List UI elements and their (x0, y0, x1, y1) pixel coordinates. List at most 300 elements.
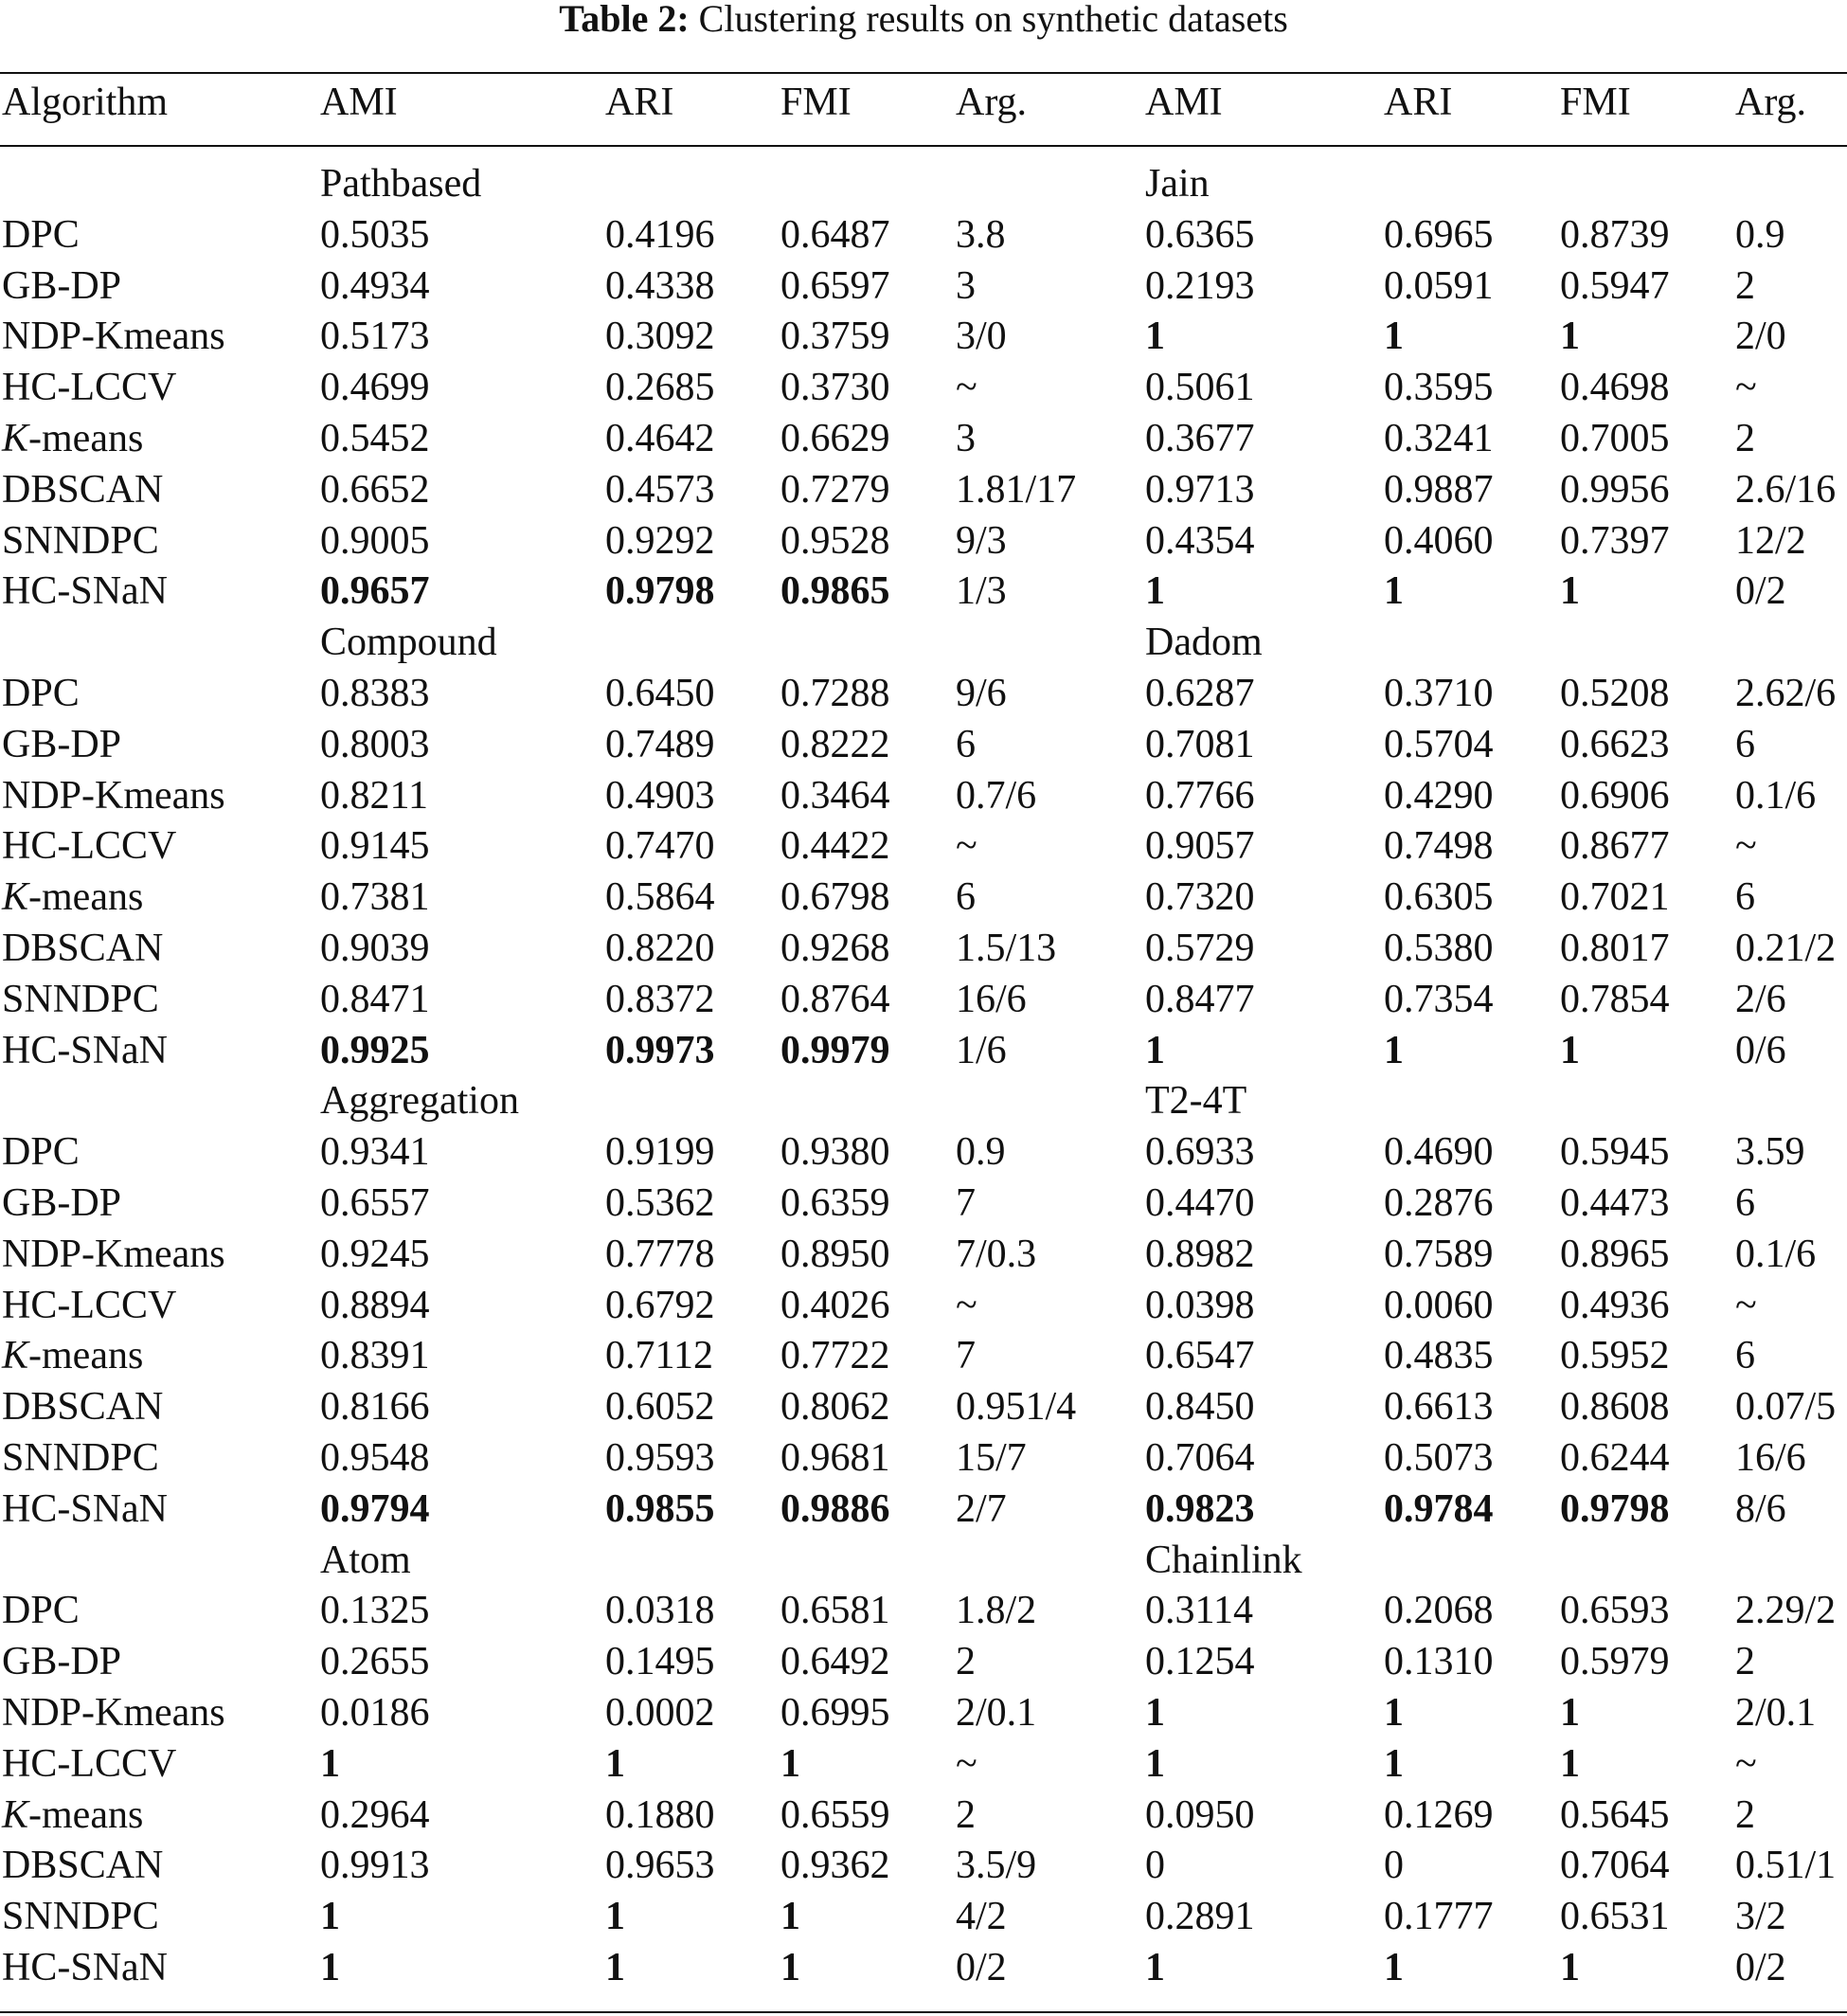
value-cell: 0.9528 (780, 518, 890, 563)
table-row (0, 1790, 1847, 1841)
value-cell: 0.7064 (1560, 1844, 1670, 1888)
value-cell: 0.9979 (780, 1028, 890, 1072)
header-arg-left: Arg. (956, 81, 1028, 124)
value-cell: 1 (780, 1895, 800, 1939)
value-cell: 0.7081 (1145, 722, 1255, 766)
table-row (0, 1891, 1847, 1942)
value-cell: 0.4354 (1145, 518, 1255, 563)
value-cell: 0.3241 (1384, 417, 1494, 460)
top-rule (0, 72, 1847, 74)
value-cell: 0.2876 (1384, 1181, 1494, 1225)
algorithm-cell: NDP-Kmeans (2, 1232, 225, 1276)
value-cell: 0.6613 (1384, 1385, 1494, 1430)
value-cell: 0.8739 (1560, 212, 1670, 257)
value-cell: 0.7397 (1560, 518, 1670, 563)
value-cell: 0.3710 (1384, 672, 1494, 715)
value-cell: 0.5208 (1560, 672, 1670, 715)
value-cell: 0.5952 (1560, 1334, 1670, 1378)
dataset-name-right: Jain (1145, 162, 1210, 206)
value-cell: 7 (956, 1334, 976, 1378)
value-cell: 0.7112 (605, 1334, 713, 1378)
table-row (0, 362, 1847, 413)
value-cell: 0/2 (1735, 569, 1786, 614)
value-cell: 0.5979 (1560, 1640, 1670, 1684)
value-cell: 0.4338 (605, 263, 715, 308)
table-row (0, 1942, 1847, 1993)
value-cell: 1 (605, 1895, 625, 1939)
value-cell: 0.51/1 (1735, 1844, 1837, 1888)
table-row (0, 872, 1847, 923)
value-cell: 0.6359 (780, 1181, 890, 1225)
table-row (0, 770, 1847, 821)
value-cell: 0.9855 (605, 1486, 715, 1531)
value-cell: 0.9268 (780, 927, 890, 970)
value-cell: 1 (605, 1741, 625, 1786)
value-cell: 0.5704 (1384, 722, 1494, 766)
value-cell: 2/7 (956, 1486, 1007, 1531)
value-cell: 2 (1735, 263, 1755, 308)
algorithm-cell: DBSCAN (2, 927, 164, 970)
header-ami-right: AMI (1145, 81, 1223, 124)
value-cell: 8/6 (1735, 1486, 1786, 1531)
value-cell: 0.5947 (1560, 263, 1670, 308)
value-cell: 0.8477 (1145, 977, 1255, 1021)
dataset-header-row (0, 158, 1847, 209)
value-cell: 1 (1384, 1946, 1404, 1989)
table-row (0, 1432, 1847, 1484)
table-row (0, 668, 1847, 719)
value-cell: 6 (956, 875, 976, 920)
value-cell: 0.0591 (1384, 263, 1494, 308)
header-arg-right: Arg. (1735, 81, 1807, 124)
table-row (0, 261, 1847, 312)
value-cell: 1 (1145, 569, 1165, 614)
algorithm-cell: K-means (2, 417, 144, 460)
value-cell: 2/0 (1735, 315, 1786, 359)
value-cell: 0.7589 (1384, 1232, 1494, 1276)
algorithm-cell: SNNDPC (2, 518, 159, 563)
header-ari-left: ARI (605, 81, 674, 124)
value-cell: 0.2193 (1145, 263, 1255, 308)
value-cell: 0.1254 (1145, 1640, 1255, 1684)
value-cell: 1 (320, 1741, 340, 1786)
table-row (0, 515, 1847, 567)
value-cell: 0/2 (1735, 1946, 1786, 1989)
table-row (0, 1229, 1847, 1280)
value-cell: 0.6287 (1145, 672, 1255, 715)
dataset-name-right: T2-4T (1145, 1079, 1247, 1124)
table-row (0, 1025, 1847, 1076)
table-row (0, 1330, 1847, 1381)
header-fmi-right: FMI (1560, 81, 1631, 124)
value-cell: 2.29/2 (1735, 1589, 1837, 1633)
value-cell: 0.4026 (780, 1283, 890, 1327)
value-cell: 0.7470 (605, 824, 715, 869)
value-cell: 0.9956 (1560, 467, 1670, 512)
value-cell: 2 (1735, 417, 1755, 460)
value-cell: 0.9798 (605, 569, 715, 614)
value-cell: 0.6052 (605, 1385, 715, 1430)
value-cell: 1 (1384, 1028, 1404, 1072)
value-cell: 0.9362 (780, 1844, 890, 1888)
value-cell: 0.1495 (605, 1640, 715, 1684)
value-cell: 12/2 (1735, 518, 1806, 563)
value-cell: 0.9794 (320, 1486, 430, 1531)
algorithm-cell: GB-DP (2, 1181, 122, 1225)
value-cell: 3/2 (1735, 1895, 1786, 1939)
value-cell: 0.9713 (1145, 467, 1255, 512)
value-cell: ~ (1735, 824, 1757, 869)
algorithm-cell: HC-SNaN (2, 569, 168, 614)
value-cell: 9/6 (956, 672, 1007, 715)
value-cell: 0.8608 (1560, 1385, 1670, 1430)
algorithm-cell: K-means (2, 1792, 144, 1837)
value-cell: 2 (1735, 1792, 1755, 1837)
value-cell: 1 (1560, 1741, 1580, 1786)
value-cell: 2/6 (1735, 977, 1786, 1021)
table-row (0, 209, 1847, 261)
value-cell: 1 (1145, 1741, 1165, 1786)
value-cell: 0.951/4 (956, 1385, 1077, 1430)
value-cell: 0.4422 (780, 824, 890, 869)
value-cell: 1.5/13 (956, 927, 1057, 970)
value-cell: 0.9245 (320, 1232, 430, 1276)
value-cell: 0.6623 (1560, 722, 1670, 766)
algorithm-cell: NDP-Kmeans (2, 315, 225, 359)
value-cell: 6 (1735, 1181, 1755, 1225)
dataset-name-left: Pathbased (320, 162, 482, 206)
value-cell: 0.4698 (1560, 366, 1670, 410)
table-row (0, 1178, 1847, 1229)
value-cell: 0.7854 (1560, 977, 1670, 1021)
value-cell: 0.4290 (1384, 773, 1494, 818)
table-row (0, 566, 1847, 617)
value-cell: 0.4196 (605, 212, 715, 257)
value-cell: 6 (1735, 722, 1755, 766)
value-cell: 0.6906 (1560, 773, 1670, 818)
value-cell: 0.4835 (1384, 1334, 1494, 1378)
value-cell: 0.3114 (1145, 1589, 1253, 1633)
algorithm-cell: DBSCAN (2, 467, 164, 512)
value-cell: 0.1880 (605, 1792, 715, 1837)
value-cell: 0.9823 (1145, 1486, 1255, 1531)
value-cell: 0.8017 (1560, 927, 1670, 970)
value-cell: 2/0.1 (1735, 1691, 1817, 1735)
value-cell: 0.6593 (1560, 1589, 1670, 1633)
value-cell: 0.7722 (780, 1334, 890, 1378)
value-cell: 0.8383 (320, 672, 430, 715)
value-cell: 0 (1145, 1844, 1165, 1888)
value-cell: 0.4690 (1384, 1130, 1494, 1175)
value-cell: 0.3730 (780, 366, 890, 410)
value-cell: 0.9925 (320, 1028, 430, 1072)
value-cell: 0.7005 (1560, 417, 1670, 460)
value-cell: 0.9145 (320, 824, 430, 869)
algorithm-cell: HC-SNaN (2, 1486, 168, 1531)
value-cell: 0.9887 (1384, 467, 1494, 512)
algorithm-cell: DBSCAN (2, 1844, 164, 1888)
value-cell: 0.0002 (605, 1691, 715, 1735)
value-cell: 0.9657 (320, 569, 430, 614)
algorithm-cell: K-means (2, 1334, 144, 1378)
value-cell: 0.6581 (780, 1589, 890, 1633)
value-cell: 0.9341 (320, 1130, 430, 1175)
value-cell: 0.4699 (320, 366, 430, 410)
value-cell: 0.9057 (1145, 824, 1255, 869)
value-cell: 0.7778 (605, 1232, 715, 1276)
header-rule (0, 145, 1847, 147)
header-fmi-left: FMI (780, 81, 852, 124)
value-cell: 0.9784 (1384, 1486, 1494, 1531)
value-cell: 0.8062 (780, 1385, 890, 1430)
value-cell: 0.9913 (320, 1844, 430, 1888)
value-cell: 0.5945 (1560, 1130, 1670, 1175)
table-row (0, 974, 1847, 1025)
value-cell: 0.2685 (605, 366, 715, 410)
dataset-name-left: Compound (320, 621, 497, 665)
value-cell: 15/7 (956, 1436, 1027, 1480)
value-cell: 1 (1384, 569, 1404, 614)
algorithm-cell: GB-DP (2, 722, 122, 766)
value-cell: 0.0318 (605, 1589, 715, 1633)
value-cell: 0.5173 (320, 315, 430, 359)
algorithm-cell: K-means (2, 875, 144, 920)
value-cell: 0.9199 (605, 1130, 715, 1175)
value-cell: 0.6792 (605, 1283, 715, 1327)
value-cell: 0.8982 (1145, 1232, 1255, 1276)
dataset-header-row (0, 1075, 1847, 1126)
value-cell: 7/0.3 (956, 1232, 1037, 1276)
value-cell: 1.8/2 (956, 1589, 1037, 1633)
table-row (0, 1738, 1847, 1790)
header-ami-left: AMI (320, 81, 398, 124)
value-cell: 2.6/16 (1735, 467, 1837, 512)
value-cell: 0.8450 (1145, 1385, 1255, 1430)
value-cell: 0.6531 (1560, 1895, 1670, 1939)
value-cell: 2.62/6 (1735, 672, 1837, 715)
value-cell: 1 (320, 1895, 340, 1939)
value-cell: 0.6798 (780, 875, 890, 920)
value-cell: 0.5452 (320, 417, 430, 460)
dataset-header-row (0, 1535, 1847, 1586)
value-cell: 0.6547 (1145, 1334, 1255, 1378)
value-cell: 9/3 (956, 518, 1007, 563)
value-cell: 0.6492 (780, 1640, 890, 1684)
value-cell: 0.4470 (1145, 1181, 1255, 1225)
dataset-name-right: Dadom (1145, 621, 1263, 665)
table-caption-label: Table 2: (559, 0, 690, 40)
value-cell: 0.6933 (1145, 1130, 1255, 1175)
algorithm-cell: DPC (2, 672, 80, 715)
value-cell: 0.6597 (780, 263, 890, 308)
value-cell: 1/6 (956, 1028, 1007, 1072)
value-cell: 0.1310 (1384, 1640, 1494, 1684)
value-cell: 0.5035 (320, 212, 430, 257)
dataset-name-left: Atom (320, 1538, 411, 1582)
value-cell: 0.8391 (320, 1334, 430, 1378)
value-cell: 0.7498 (1384, 824, 1494, 869)
value-cell: 0.7288 (780, 672, 890, 715)
value-cell: 1 (1384, 315, 1404, 359)
value-cell: 0.3464 (780, 773, 890, 818)
algorithm-cell: DBSCAN (2, 1385, 164, 1430)
value-cell: 0.3092 (605, 315, 715, 359)
value-cell: 0.5729 (1145, 927, 1255, 970)
value-cell: 0.4903 (605, 773, 715, 818)
algorithm-cell: GB-DP (2, 1640, 122, 1684)
value-cell: 0.7766 (1145, 773, 1255, 818)
value-cell: 0.2964 (320, 1792, 430, 1837)
value-cell: 0.3677 (1145, 417, 1255, 460)
value-cell: 1.81/17 (956, 467, 1077, 512)
value-cell: 2/0.1 (956, 1691, 1037, 1735)
value-cell: ~ (1735, 366, 1757, 410)
value-cell: 1 (1145, 1028, 1165, 1072)
value-cell: 0.2655 (320, 1640, 430, 1684)
value-cell: 2 (956, 1640, 976, 1684)
value-cell: ~ (956, 824, 977, 869)
value-cell: 0.2891 (1145, 1895, 1255, 1939)
value-cell: 0.8220 (605, 927, 715, 970)
value-cell: 7 (956, 1181, 976, 1225)
value-cell: 3 (956, 263, 976, 308)
value-cell: 0.9039 (320, 927, 430, 970)
algorithm-cell: HC-LCCV (2, 366, 177, 410)
value-cell: 0.8222 (780, 722, 890, 766)
value-cell: 0.9593 (605, 1436, 715, 1480)
table-row (0, 464, 1847, 515)
value-cell: 0/2 (956, 1946, 1007, 1989)
value-cell: 0.0950 (1145, 1792, 1255, 1837)
value-cell: 0.7064 (1145, 1436, 1255, 1480)
value-cell: 0.8677 (1560, 824, 1670, 869)
value-cell: 0.07/5 (1735, 1385, 1837, 1430)
table-row (0, 820, 1847, 872)
value-cell: 1 (1560, 315, 1580, 359)
value-cell: 16/6 (1735, 1436, 1806, 1480)
value-cell: 0.7/6 (956, 773, 1037, 818)
value-cell: 0.6629 (780, 417, 890, 460)
value-cell: 0.0060 (1384, 1283, 1494, 1327)
value-cell: 1 (1145, 1946, 1165, 1989)
value-cell: 0.0398 (1145, 1283, 1255, 1327)
value-cell: 0.4936 (1560, 1283, 1670, 1327)
value-cell: 0.9548 (320, 1436, 430, 1480)
value-cell: 1 (1560, 1028, 1580, 1072)
value-cell: 0.9886 (780, 1486, 890, 1531)
value-cell: 0.8003 (320, 722, 430, 766)
value-cell: 0.1325 (320, 1589, 430, 1633)
value-cell: 0.9292 (605, 518, 715, 563)
value-cell: 3.59 (1735, 1130, 1805, 1175)
bottom-rule (0, 2011, 1847, 2013)
table-row (0, 1484, 1847, 1535)
dataset-name-left: Aggregation (320, 1079, 519, 1124)
dataset-header-row (0, 617, 1847, 668)
value-cell: 0.6365 (1145, 212, 1255, 257)
value-cell: ~ (956, 1283, 977, 1327)
value-cell: 2 (956, 1792, 976, 1837)
table-row (0, 1280, 1847, 1331)
value-cell: 0.21/2 (1735, 927, 1837, 970)
value-cell: 0.2068 (1384, 1589, 1494, 1633)
value-cell: 0.8894 (320, 1283, 430, 1327)
value-cell: 0.1/6 (1735, 1232, 1817, 1276)
table-row (0, 1585, 1847, 1636)
value-cell: 0/6 (1735, 1028, 1786, 1072)
value-cell: 0.1269 (1384, 1792, 1494, 1837)
value-cell: 1 (605, 1946, 625, 1989)
algorithm-cell: HC-SNaN (2, 1028, 168, 1072)
value-cell: 0.3595 (1384, 366, 1494, 410)
value-cell: 0.6450 (605, 672, 715, 715)
value-cell: ~ (956, 366, 977, 410)
value-cell: 0.7489 (605, 722, 715, 766)
value-cell: 0.6965 (1384, 212, 1494, 257)
value-cell: ~ (1735, 1283, 1757, 1327)
value-cell: 1 (1145, 1691, 1165, 1735)
value-cell: 0.6652 (320, 467, 430, 512)
value-cell: 0.4573 (605, 467, 715, 512)
value-cell: 0.7381 (320, 875, 430, 920)
value-cell: 0.9 (1735, 212, 1785, 257)
value-cell: 1 (1560, 1946, 1580, 1989)
value-cell: 6 (1735, 1334, 1755, 1378)
value-cell: 0.6559 (780, 1792, 890, 1837)
value-cell: 0.3759 (780, 315, 890, 359)
value-cell: 1 (1384, 1691, 1404, 1735)
value-cell: ~ (1735, 1741, 1757, 1786)
value-cell: 0.7354 (1384, 977, 1494, 1021)
value-cell: 0.9973 (605, 1028, 715, 1072)
value-cell: 6 (1735, 875, 1755, 920)
value-cell: 0.5073 (1384, 1436, 1494, 1480)
table-header-row (0, 77, 1847, 128)
table-row (0, 719, 1847, 770)
value-cell: 0.9005 (320, 518, 430, 563)
value-cell: 0 (1384, 1844, 1404, 1888)
value-cell: 0.8965 (1560, 1232, 1670, 1276)
value-cell: 1 (1560, 1691, 1580, 1735)
value-cell: 0.6487 (780, 212, 890, 257)
value-cell: 2 (1735, 1640, 1755, 1684)
value-cell: 0.6557 (320, 1181, 430, 1225)
value-cell: 1 (1560, 569, 1580, 614)
value-cell: 0.0186 (320, 1691, 430, 1735)
algorithm-cell: SNNDPC (2, 1436, 159, 1480)
value-cell: ~ (956, 1741, 977, 1786)
value-cell: 0.9 (956, 1130, 1006, 1175)
algorithm-cell: DPC (2, 212, 80, 257)
algorithm-cell: HC-LCCV (2, 824, 177, 869)
value-cell: 0.4934 (320, 263, 430, 308)
value-cell: 0.1/6 (1735, 773, 1817, 818)
value-cell: 3 (956, 417, 976, 460)
algorithm-cell: NDP-Kmeans (2, 773, 225, 818)
table-row (0, 1636, 1847, 1687)
value-cell: 0.5864 (605, 875, 715, 920)
value-cell: 0.1777 (1384, 1895, 1494, 1939)
table-row (0, 923, 1847, 974)
value-cell: 0.9865 (780, 569, 890, 614)
value-cell: 0.9380 (780, 1130, 890, 1175)
table-row (0, 1687, 1847, 1738)
algorithm-cell: HC-LCCV (2, 1283, 177, 1327)
dataset-name-right: Chainlink (1145, 1538, 1302, 1582)
table-row (0, 311, 1847, 362)
value-cell: 3.5/9 (956, 1844, 1037, 1888)
table-caption-text: Clustering results on synthetic datasets (698, 0, 1288, 40)
